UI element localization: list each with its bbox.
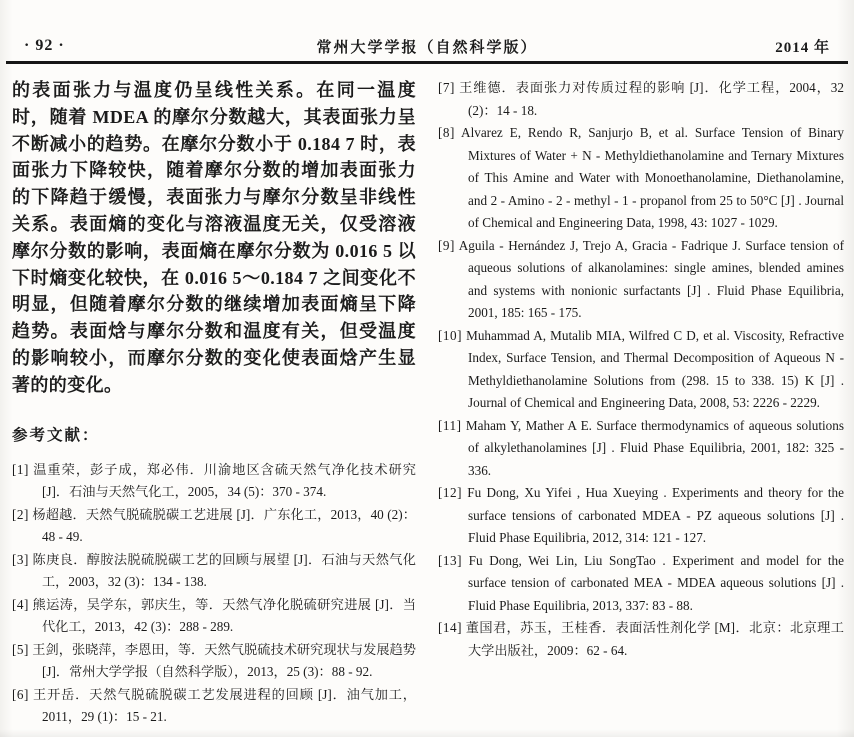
reference-label: [8] — [438, 125, 455, 140]
reference-label: [12] — [438, 485, 462, 500]
reference-item — [12, 549, 416, 594]
reference-item — [438, 235, 844, 325]
reference-item — [438, 550, 844, 618]
reference-label: [6] — [12, 686, 29, 702]
reference-item — [438, 415, 844, 483]
reference-text: 董国君，苏玉，王桂香．表面活性剂化学 [M]．北京：北京理工大学出版社，2009：62 - 64. — [461, 620, 844, 658]
reference-text: 王开岳．天然气脱硫脱碳工艺发展进程的回顾 [J]．油气加工，2011，29 (1)：15 - 21. — [28, 686, 416, 725]
reference-item — [12, 459, 416, 504]
reference-text: Aguila - Hernández J, Trejo A, Gracia - Fadrique J. Surface tension of aqueous solutions of alkanolamines: single amines, blended amines and systems with nonionic surfactants [J] . Fluid Phase Equilibria, 2001, 185: 165 - 175. — [454, 237, 844, 320]
reference-item — [438, 77, 844, 122]
reference-item — [438, 617, 844, 662]
body-paragraph: 的表面张力与温度仍呈线性关系。在同一温度时，随着 MDEA 的摩尔分数越大，其表面张力呈不断减小的趋势。在摩尔分数小于 0.184 7 时，表面张力下降较快，随着摩尔分数的增加表面张力的下降趋于缓慢，表面张力与摩尔分数呈非线性关系。表面熵的变化与溶液温度无关，仅受溶液摩尔分数的影响，表面熵在摩尔分数为 0.016 5 以下时熵变化较快，在 0.016 5～0.184 7 之间变化不明显，但随着摩尔分数的继续增加表面熵呈下降趋势。表面焓与摩尔分数和温度有关，但受温度的影响较小，而摩尔分数的变化使表面焓产生显著的的变化。 — [12, 80, 416, 395]
page-header — [24, 34, 830, 58]
reference-label: [11] — [438, 417, 462, 433]
reference-item — [438, 482, 844, 550]
reference-label: [10] — [438, 327, 462, 343]
reference-item — [438, 122, 844, 235]
reference-text: Muhammad A, Mutalib MIA, Wilfred C D, et al. Viscosity, Refractive Index, Surface Tension, and Thermal Decomposition of Aqueous N - Methyldiethanolamine Solutions from (298. 15 to 338. 15) K [J] . Journal of Chemical and Engineering Data, 2008, 53: 2226 - 2229. — [461, 327, 844, 410]
left-column — [12, 77, 416, 729]
journal-title: 常州大学学报（自然科学版） — [316, 39, 538, 56]
reference-item — [12, 594, 416, 639]
references-heading: 参考文献： — [12, 426, 100, 444]
references-left-list — [12, 459, 416, 729]
right-column — [438, 77, 844, 729]
reference-label: [13] — [438, 552, 462, 568]
reference-label: [5] — [12, 641, 29, 657]
reference-item — [12, 504, 416, 549]
publication-year: 2014 年 — [775, 39, 830, 56]
reference-label: [3] — [12, 551, 29, 567]
reference-text: 陈庚良．醇胺法脱硫脱碳工艺的回顾与展望 [J]．石油与天然气化工，2003，32 (3)：134 - 138. — [28, 551, 416, 590]
reference-text: Alvarez E, Rendo R, Sanjurjo B, et al. Surface Tension of Binary Mixtures of Water + N - Methyldiethanolamine and Ternary Mixtures of This Amine and Water with Monoethanolamine, Diethanolamine, and 2 - Amino - 2 - methyl - 1 - propanol from 25 to 50°C [J] . Journal of Chemical and Engineering Data, 1998, 43: 1027 - 1029. — [454, 125, 844, 230]
references-right-list — [438, 77, 844, 662]
reference-text: 王维德．表面张力对传质过程的影响 [J]．化学工程，2004，32 (2)：14 - 18. — [454, 80, 844, 118]
reference-text: Fu Dong, Wei Lin, Liu SongTao . Experiment and model for the surface tension of carbonated MEA - MDEA aqueous solutions [J] . Fluid Phase Equilibria, 2013, 337: 83 - 88. — [461, 552, 844, 613]
reference-text: 王剑，张晓萍，李恩田，等．天然气脱硫技术研究现状与发展趋势 [J]．常州大学学报（自然科学版），2013，25 (3)：88 - 92. — [28, 641, 416, 680]
reference-text: 温重荣，彭子成，郑必伟．川渝地区含硫天然气净化技术研究 [J]．石油与天然气化工，2005，34 (5)：370 - 374. — [28, 461, 416, 500]
reference-label: [7] — [438, 80, 455, 95]
reference-text: 熊运涛，吴学东，郭庆生，等．天然气净化脱硫研究进展 [J]．当代化工，2013，42 (3)：288 - 289. — [28, 596, 416, 635]
reference-item — [12, 684, 416, 729]
reference-label: [1] — [12, 461, 29, 477]
page-number: · 92 · — [24, 37, 65, 54]
reference-item — [12, 639, 416, 684]
reference-label: [9] — [438, 237, 455, 253]
reference-text: Fu Dong, Xu Yifei , Hua Xueying . Experiments and theory for the surface tensions of carbonated MDEA - PZ aqueous solutions [J] . Fluid Phase Equilibria, 2012, 314: 121 - 127. — [461, 485, 844, 545]
header-divider — [6, 61, 848, 64]
reference-label: [2] — [12, 506, 29, 522]
reference-text: 杨超越．天然气脱硫脱碳工艺进展 [J]．广东化工，2013，40 (2)：48 - 49. — [28, 506, 416, 545]
reference-item — [438, 325, 844, 415]
reference-label: [14] — [438, 620, 462, 635]
reference-text: Maham Y, Mather A E. Surface thermodynamics of aqueous solutions of alkylethanolamines [J] . Fluid Phase Equilibria, 2001, 182: 325 - 336. — [461, 417, 844, 478]
reference-label: [4] — [12, 596, 29, 612]
page-content — [12, 77, 844, 729]
